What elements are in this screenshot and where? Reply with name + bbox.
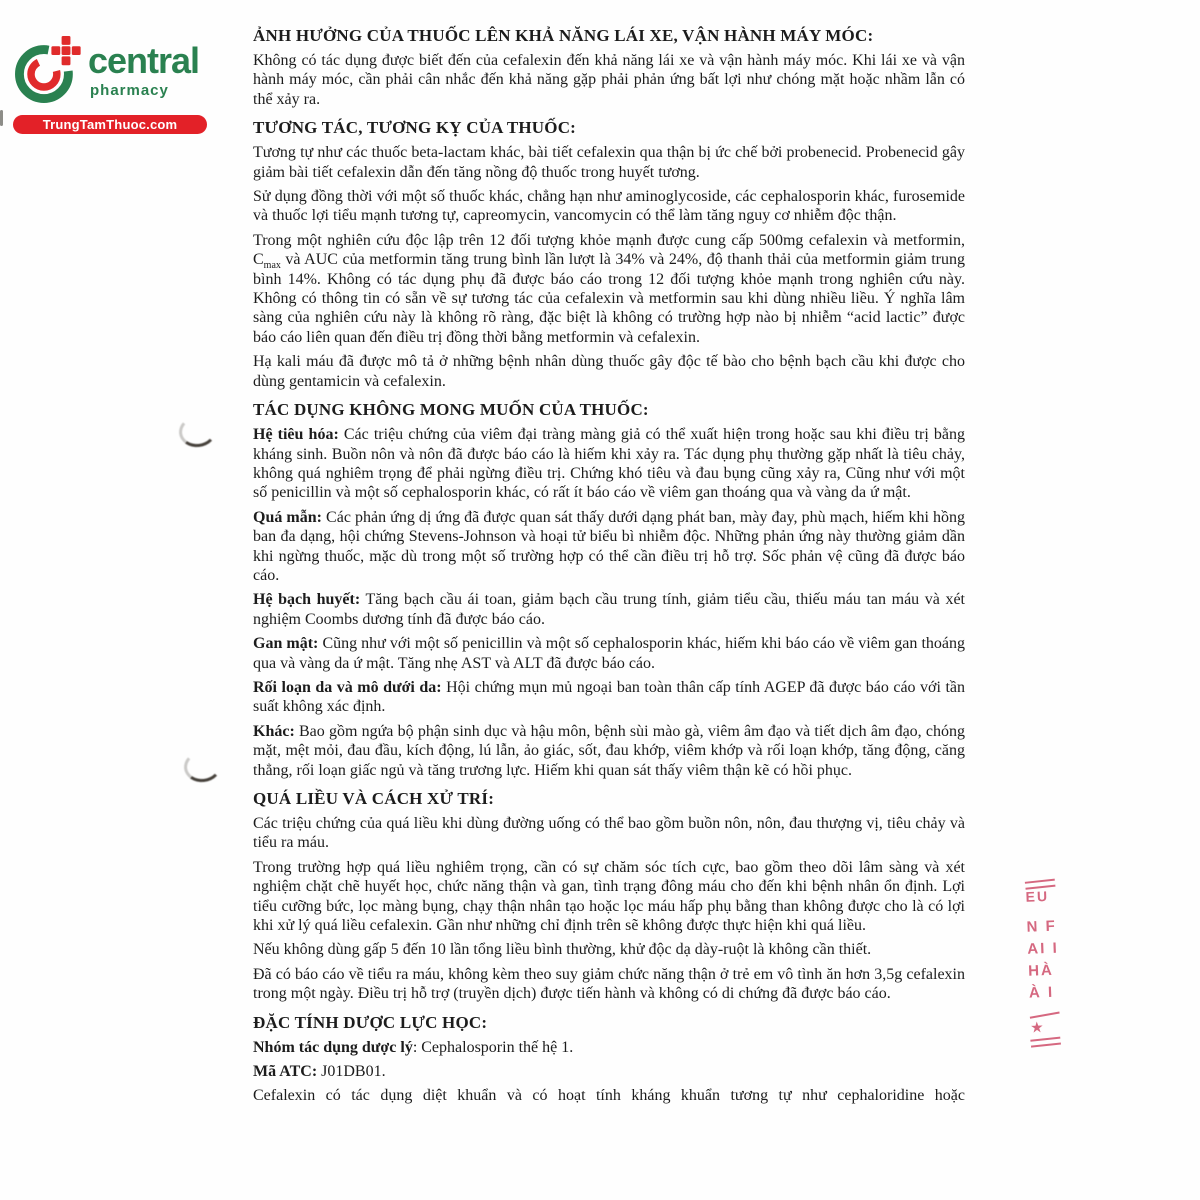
- paragraph: [253, 508, 965, 586]
- paragraph-lead: Mã ATC:: [253, 1063, 318, 1081]
- section-heading-driving: ẢNH HƯỞNG CỦA THUỐC LÊN KHẢ NĂNG LÁI XE, VẬN HÀNH MÁY MÓC:: [253, 26, 874, 45]
- central-pharmacy-logo-icon: [14, 36, 82, 104]
- stamp-text-fragment: AI I: [1027, 939, 1060, 958]
- paragraph: Đã có báo cáo về tiểu ra máu, không kèm theo suy giảm chức năng thận ở trẻ em vô tình ăn hơn 3,5g cefalexin trong một ngày. Điều trị hỗ trợ (truyền dịch) được tiến hành và không có di chứng đã được báo cáo.: [253, 965, 965, 1003]
- paragraph: Cefalexin có tác dụng diệt khuẩn và có hoạt tính kháng khuẩn tương tự như cephaloridine hoặc: [253, 1087, 965, 1105]
- hole-punch-mark: [182, 749, 222, 784]
- site-banner-label: TrungTamThuoc.com: [42, 117, 178, 132]
- paragraph-text: J01DB01.: [317, 1063, 386, 1081]
- red-stamp-fragment: [1023, 879, 1073, 1052]
- paragraph-text: và AUC của metformin tăng trung bình lần lượt là 34% và 24%, độ thanh thải của metformin giảm trung bình 14%. Không có tác dụng phụ đã được báo cáo trong 12 đối tượng khỏe mạnh trong nghiên cứu này. Không có thông tin có sẵn về sự tương tác của cefalexin và metformin sau khi dùng nhiều liều. Ý nghĩa lâm sàng của nghiên cứu này là không rõ ràng, đặc biệt là không có trường hợp nào bị nhiễm “acid lactic” được báo cáo liên quan đến điều trị đồng thời bằng metformin và cefalexin.: [253, 251, 965, 346]
- paragraph: [253, 634, 965, 673]
- paragraph: [253, 231, 965, 347]
- hole-punch-mark: [177, 414, 217, 449]
- paragraph-text: Trong một nghiên cứu độc lập trên 12 đối tượng khỏe mạnh được cung cấp 500mg cefalexin và metformin, C: [253, 231, 965, 269]
- paragraph: [253, 1038, 965, 1057]
- paragraph: [253, 590, 965, 629]
- logo-brand-text: central: [88, 40, 200, 81]
- paragraph: [253, 425, 965, 503]
- paragraph-text: Bao gồm ngứa bộ phận sinh dục và hậu môn, bệnh sùi mào gà, viêm âm đạo và tiết dịch âm đạo, chóng mặt, mệt mỏi, đau đầu, kích động, lú lẫn, ảo giác, sốt, đau khớp, viêm khớp và rối loạn khớp, tăng động, căng thẳng, rối loạn giấc ngủ và tăng trương lực. Hiếm khi quan sát thấy viêm thận kẽ có hồi phục.: [253, 722, 965, 779]
- paragraph: Tương tự như các thuốc beta-lactam khác, bài tiết cefalexin qua thận bị ức chế bởi probenecid. Probenecid gây giảm bài tiết cefalexin dẫn đến tăng nồng độ thuốc trong huyết tương.: [253, 144, 965, 181]
- paragraph: Các triệu chứng của quá liều khi dùng đường uống có thể bao gồm buồn nôn, nôn, đau thượng vị, tiêu chảy và tiểu ra máu.: [253, 815, 965, 852]
- paragraph-lead: Gan mật:: [253, 635, 319, 653]
- paragraph-lead: Nhóm tác dụng dược lý: [253, 1038, 413, 1056]
- section-heading-interactions: TƯƠNG TÁC, TƯƠNG KỴ CỦA THUỐC:: [253, 118, 577, 138]
- paragraph: Nếu không dùng gấp 5 đến 10 lần tổng liều bình thường, khử độc dạ dày-ruột là không cần thiết.: [253, 941, 872, 959]
- paragraph: Sử dụng đồng thời với một số thuốc khác, chẳng hạn như aminoglycoside, các cephalosporin khác, furosemide và thuốc lợi tiểu mạnh tương tự, capreomycin, vancomycin có thể làm tăng nguy cơ nhiễm độc thận.: [253, 188, 965, 225]
- paragraph: [253, 722, 965, 780]
- paragraph-lead: Quá mẫn:: [253, 508, 322, 526]
- scan-edge-artifact: [0, 110, 3, 126]
- paragraph: [253, 678, 965, 717]
- stamp-rule: [1030, 1037, 1061, 1048]
- paragraph: Trong trường hợp quá liều nghiêm trọng, cần có sự chăm sóc tích cực, bao gồm theo dõi lâm sàng và xét nghiệm chặt chẽ huyết học, chức năng thận và gan, tình trạng đông máu cho đến khi bệnh nhân ổn định. Lợi tiểu cưỡng bức, lọc màng bụng, chạy thận nhân tạo hoặc lọc máu hấp phụ bằng than không được cho là có lợi khi xử lý quá liều cefalexin. Gần như những chỉ định trên sẽ không được thực hiện khi quá liều.: [253, 858, 965, 935]
- stamp-text-fragment: À I: [1028, 983, 1055, 1002]
- section-heading-overdose: QUÁ LIỀU VÀ CÁCH XỬ TRÍ:: [253, 789, 495, 808]
- plus-icon: [51, 36, 80, 65]
- stamp-text-fragment: EU: [1025, 887, 1050, 905]
- section-heading-pharmacodynamics: ĐẶC TÍNH DƯỢC LỰC HỌC:: [253, 1012, 488, 1032]
- section-heading-adverse-effects: TÁC DỤNG KHÔNG MONG MUỐN CỦA THUỐC:: [253, 400, 649, 420]
- paragraph-lead: Rối loạn da và mô dưới da:: [253, 678, 442, 696]
- paragraph-text: Các phản ứng dị ứng đã được quan sát thấy dưới dạng phát ban, mày đay, phù mạch, hiếm khi hồng ban đa dạng, hội chứng Stevens-Johnson và hoại tử biểu bì nhiễm độc. Những phản ứng này thường giảm dần khi ngừng thuốc, mặc dù trong một số trường hợp có thể cần điều trị hỗ trợ. Sốc phản vệ cũng đã được báo cáo.: [253, 508, 965, 584]
- paragraph-text: Hội chứng mụn mủ ngoại ban toàn thân cấp tính AGEP đã được báo cáo với tần suất không xác định.: [253, 678, 965, 716]
- paragraph-text: : Cephalosporin thế hệ 1.: [412, 1038, 574, 1056]
- paragraph-lead: Khác:: [253, 722, 295, 740]
- paragraph-text: Cũng như với một số penicillin và một số cephalosporin khác, hiếm khi báo cáo về viêm gan thoáng qua và vàng da ứ mật. Tăng nhẹ AST và ALT đã được báo cáo.: [253, 635, 966, 672]
- paragraph: Hạ kali máu đã được mô tả ở những bệnh nhân dùng thuốc gây độc tế bào cho bệnh bạch cầu khi được cho dùng gentamicin và cefalexin.: [253, 353, 965, 390]
- subscript-max: max: [263, 260, 281, 272]
- paragraph: [253, 1062, 965, 1081]
- paragraph: Không có tác dụng được biết đến của cefalexin đến khả năng lái xe và vận hành máy móc. Khi lái xe và vận hành máy móc, cần phải cân nhắc đến khả năng gặp phải phản ứng bất lợi như chóng mặt hoặc nhầm lẫn có thể xảy ra.: [253, 52, 965, 108]
- paragraph-lead: Hệ bạch huyết:: [253, 591, 361, 609]
- stamp-text-fragment: N F: [1026, 917, 1058, 936]
- stamp-star-icon: ★: [1029, 1019, 1044, 1037]
- leaflet-text-column: [253, 26, 965, 1111]
- paragraph-text: Các triệu chứng của viêm đại tràng màng giả có thể xuất hiện trong hoặc sau khi điều trị bằng kháng sinh. Buồn nôn và nôn đã được báo cáo là hiếm khi xảy ra. Tác dụng phụ thường gặp nhất là tiêu chảy, không quá nghiêm trọng để phải ngừng điều trị. Chứng khó tiêu và đau bụng cũng xảy ra, Cũng như với một số penicillin và một số cephalosporin khác, có rất ít báo cáo về viêm gan thoáng qua và vàng da ứ mật.: [253, 426, 965, 502]
- paragraph-text: Tăng bạch cầu ái toan, giảm bạch cầu trung tính, giảm tiểu cầu, thiếu máu tan máu và xét nghiệm Coombs dương tính đã được báo cáo.: [253, 591, 966, 628]
- logo-brand-subtext: pharmacy: [90, 82, 169, 99]
- site-banner: [13, 115, 207, 134]
- paragraph-lead: Hệ tiêu hóa:: [253, 426, 339, 444]
- stamp-text-fragment: HÀ: [1027, 961, 1055, 980]
